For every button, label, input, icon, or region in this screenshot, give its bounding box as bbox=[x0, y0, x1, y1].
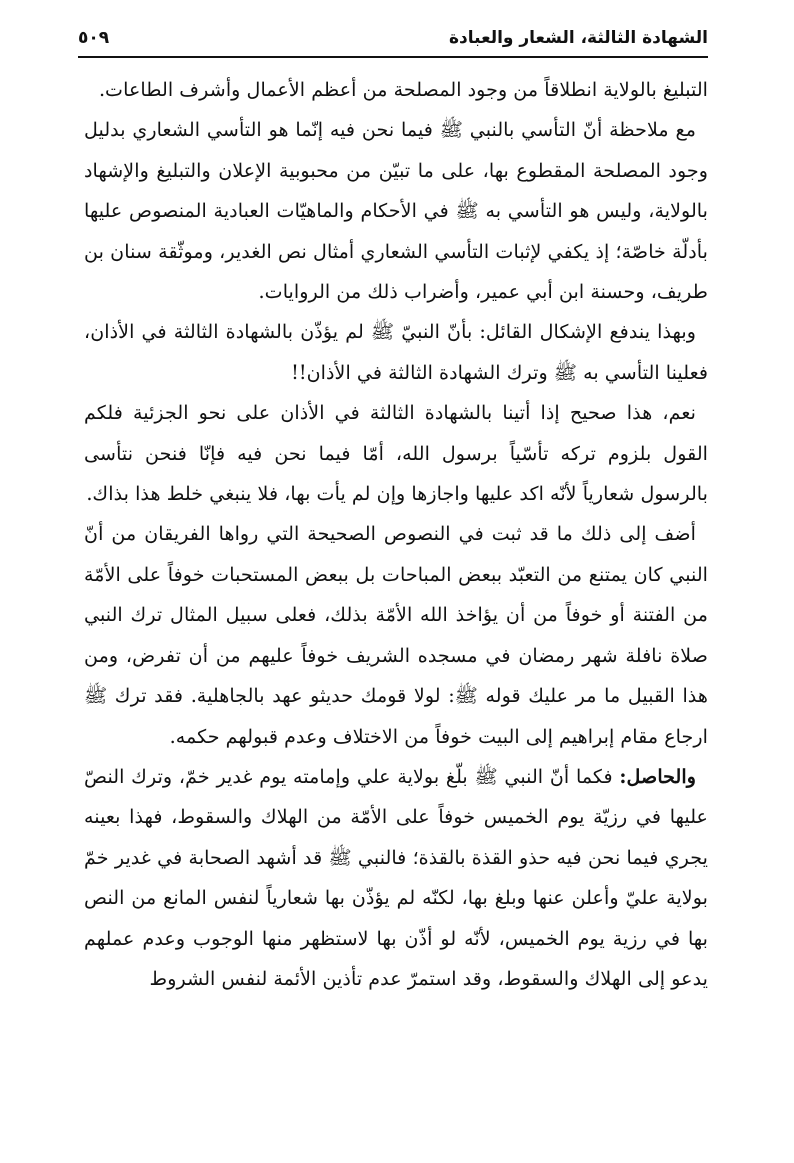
running-header bbox=[78, 22, 708, 58]
paragraph-text: التبليغ بالولاية انطلاقاً من وجود المصلحة من أعظم الأعمال وأشرف الطاعات. bbox=[98, 78, 708, 101]
paragraph-text: فكما أنّ النبي ﷺ بلّغ بولاية علي وإمامته يوم غدير خمّ، وترك النصّ عليها في رزيّة يوم الخميس خوفاً على الأمّة من الهلاك والسقوط، فهذا بعينه يجري فيما نحن فيه حذو القذة بالقذة؛ فالنبي ﷺ قد أشهد الصحابة في غدير خمّ بولاية عليّ وأعلن عنها وبلغ بها، لكنّه لم يؤذّن بها شعارياً لنفس المانع من النص بها في رزية يوم الخميس، لأنّه لو أذّن بها لاستظهر منها الوجوب وعدم عملهم يدعو إلى الهلاك والسقوط، وقد استمرّ عدم تأذين الأئمة لنفس الشروط bbox=[84, 764, 708, 990]
paragraph-text: نعم، هذا صحيح إذا أتينا بالشهادة الثالثة في الأذان على نحو الجزئية فلكم القول بلزوم تركه تأسّياً برسول الله، أمّا فيما نحن فيه فإنّا فنحن نتأسى بالرسول شعارياً لأنّه اكد عليها واجازها وإن لم يأت بها، فلا ينبغي خلط هذا بذاك. bbox=[84, 401, 708, 506]
paragraph bbox=[84, 514, 708, 756]
paragraph bbox=[84, 312, 708, 393]
paragraph-lead: والحاصل: bbox=[619, 764, 696, 788]
header-title: الشهادة الثالثة، الشعار والعبادة bbox=[449, 28, 708, 48]
paragraph-text: وبهذا يندفع الإشكال القائل: بأنّ النبيّ ﷺ لم يؤذّن بالشهادة الثالثة في الأذان، فعلينا التأسي به ﷺ وترك الشهادة الثالثة في الأذان!! bbox=[84, 320, 708, 384]
page-number: ٥٠٩ bbox=[78, 28, 110, 48]
paragraph bbox=[84, 110, 708, 312]
paragraph bbox=[84, 70, 708, 110]
paragraph-text: أضف إلى ذلك ما قد ثبت في النصوص الصحيحة التي رواها الفريقان من أنّ النبي كان يمتنع من التعبّد ببعض المباحات بل ببعض المستحبات خوفاً على الأمّة من الفتنة أو خوفاً من أن يؤاخذ الله الأمّة بذلك، فعلى سبيل المثال ترك النبي صلاة نافلة شهر رمضان في مسجده الشريف خوفاً عليهم من أن تفرض، ومن هذا القبيل ما مر عليك قوله ﷺ: لولا قومك حديثو عهد بالجاهلية. فقد ترك ﷺ ارجاع مقام إبراهيم إلى البيت خوفاً من الاختلاف وعدم قبولهم حكمه. bbox=[84, 522, 708, 748]
paragraph bbox=[84, 757, 708, 999]
body-text bbox=[84, 70, 708, 999]
paragraph bbox=[84, 393, 708, 514]
paragraph-text: مع ملاحظة أنّ التأسي بالنبي ﷺ فيما نحن فيه إنّما هو التأسي الشعاري بدليل وجود المصلحة المقطوع بها، على ما تبيّن من محبوبية الإعلان والتبليغ والإشهاد بالولاية، وليس هو التأسي به ﷺ في الأحكام والماهيّات العبادية المنصوص عليها بأدلّة خاصّة؛ إذ يكفي لإثبات التأسي الشعاري أمثال نص الغدير، وموثّقة سنان بن طريف، وحسنة ابن أبي عمير، وأضراب ذلك من الروايات. bbox=[84, 118, 708, 304]
